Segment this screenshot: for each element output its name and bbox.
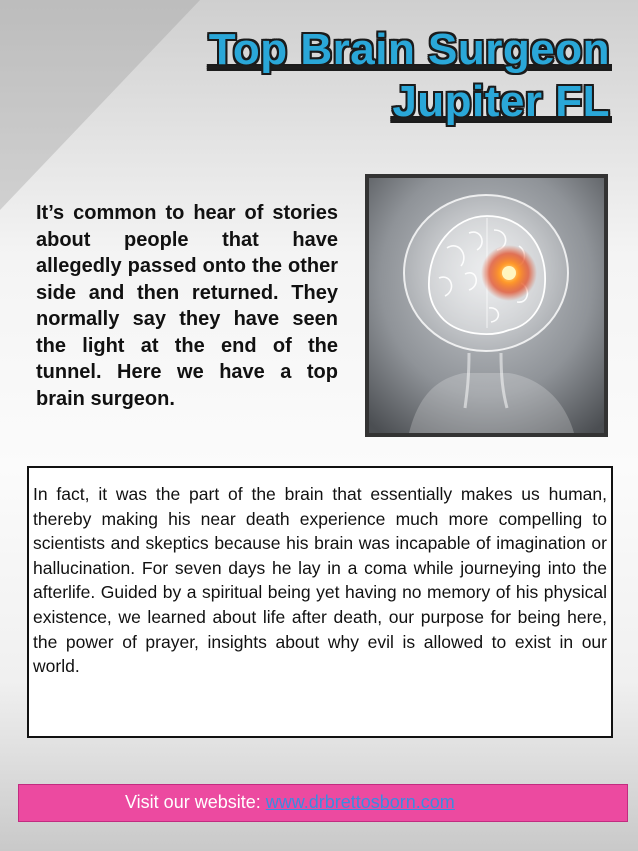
title-line-2: Jupiter FL <box>392 77 610 126</box>
brain-image <box>365 174 608 437</box>
brain-xray-icon <box>369 178 604 433</box>
footer-banner <box>18 784 628 822</box>
title-line-1: Top Brain Surgeon <box>208 25 610 74</box>
footer-label: Visit our website: <box>125 792 266 812</box>
website-link[interactable]: www.drbrettosborn.com <box>265 792 455 812</box>
body-paragraph: In fact, it was the part of the brain that essentially makes us human, thereby making his near death experience much more compelling to scientists and skeptics because his brain was incapable of imagination or hallucination. For seven days he lay in a coma while journeying into the afterlife. Guided by a spiritual being yet having no memory of his physical existence, we learned about life after death, our purpose for being here, the power of prayer, insights about why evil is allowed to exist in our world. <box>33 484 607 677</box>
footer-text <box>125 792 455 813</box>
intro-paragraph: It’s common to hear of stories about people that have allegedly passed onto the other side and then returned. They normally say they have seen the light at the end of the tunnel. Here we have a top brain surgeon. <box>36 202 338 410</box>
corner-decoration <box>0 0 200 210</box>
page-title <box>209 24 610 128</box>
body-text-box <box>27 466 613 738</box>
